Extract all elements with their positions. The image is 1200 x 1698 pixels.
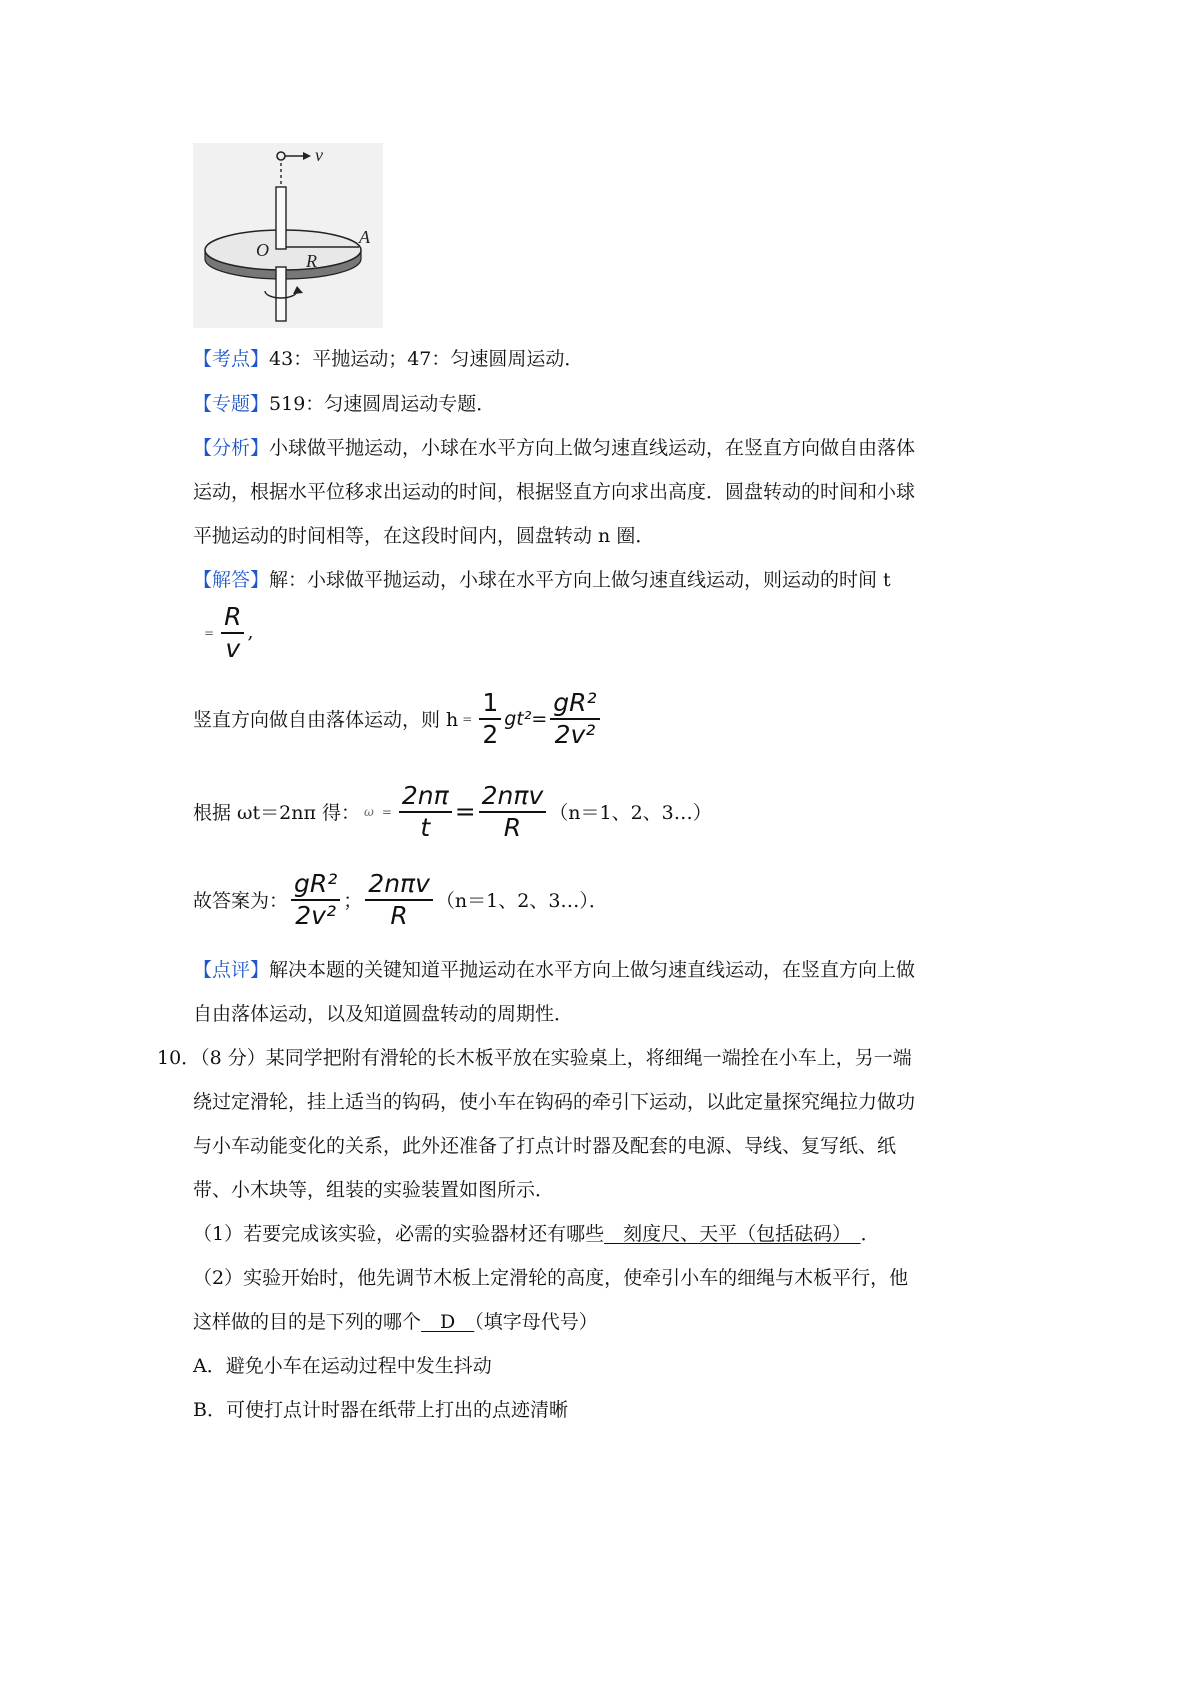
eq-omega-tail: （n＝1、2、3…） (549, 802, 712, 825)
dianping-line-1 (193, 957, 915, 983)
q10-sub2-prefix: 这样做的目的是下列的哪个 (193, 1311, 422, 1333)
eq-time-equals: = (204, 625, 215, 640)
answer-den-2: R (390, 900, 408, 930)
eq-omega-frac-1 (399, 781, 452, 843)
eq-height-equals: = (462, 711, 473, 726)
answer-frac-1 (291, 869, 340, 931)
eq-height-half-num: 1 (482, 688, 499, 717)
eq-time (200, 602, 253, 664)
q10-sub1-answer: 刻度尺、天平（包括砝码） (604, 1223, 861, 1245)
fenxi-line-3: 平抛运动的时间相等，在这段时间内，圆盘转动 n 圈． (193, 525, 655, 547)
q10-option-b: B．可使打点计时器在纸带上打出的点迹清晰 (193, 1399, 568, 1421)
jieda-tag: 【解答】 (193, 569, 270, 591)
dianping-line-2: 自由落体运动，以及知道圆盘转动的周期性． (193, 1003, 574, 1025)
q10-line-2: 绕过定滑轮，挂上适当的钩码，使小车在钩码的牵引下运动，以此定量探究绳拉力做功 (193, 1091, 916, 1113)
eq-omega-prefix: 根据 ωt＝2nπ 得： (193, 802, 361, 825)
fenxi-line-1 (193, 435, 915, 461)
eq-time-den: v (225, 633, 241, 663)
disc-diagram (193, 143, 383, 328)
answer-num-2: 2nπv (368, 869, 430, 898)
kaodian-line (193, 346, 583, 372)
jieda-text-1: 解：小球做平抛运动，小球在水平方向上做匀速直线运动，则运动的时间 t (269, 569, 891, 591)
q10-sub2-line-2 (193, 1309, 598, 1335)
eq-omega-mid: = (454, 797, 476, 827)
fenxi-text-1: 小球做平抛运动，小球在水平方向上做匀速直线运动，在竖直方向做自由落体 (269, 437, 916, 459)
eq-height-frac (550, 688, 599, 750)
answer-prefix: 故答案为： (193, 890, 289, 913)
eq-time-num: R (224, 602, 242, 631)
answer-den-1: 2v² (295, 900, 337, 930)
eq-time-tail: , (247, 620, 254, 643)
q10-line-4: 带、小木块等，组装的实验装置如图所示． (193, 1179, 555, 1201)
fenxi-tag: 【分析】 (193, 437, 270, 459)
q10-sub2-answer: D (421, 1311, 475, 1333)
q10-sub1-suffix: ． (860, 1223, 880, 1245)
label-O: O (256, 240, 269, 260)
q10-line-1: 10．（8 分）某同学把附有滑轮的长木板平放在实验桌上，将细绳一端拴在小车上，另一端 (157, 1047, 912, 1069)
kaodian-tag: 【考点】 (193, 348, 270, 370)
kaodian-text: 43：平抛运动；47：匀速圆周运动． (269, 348, 584, 370)
eq-time-frac (221, 602, 244, 664)
q10-line-3: 与小车动能变化的关系，此外还准备了打点计时器及配套的电源、导线、复写纸、纸 (193, 1135, 897, 1157)
jieda-line-1 (193, 567, 891, 593)
eq-height-prefix: 竖直方向做自由落体运动，则 h (193, 709, 459, 732)
q10-sub1-prefix: （1）若要完成该实验，必需的实验器材还有哪些 (193, 1223, 605, 1245)
eq-omega-den-1: t (420, 812, 431, 842)
label-A: A (359, 227, 370, 247)
q10-sub1 (193, 1221, 880, 1247)
eq-height-num: gR² (553, 688, 597, 717)
eq-height (193, 688, 603, 750)
eq-height-mid: gt²= (504, 707, 548, 730)
zhuanti-tag: 【专题】 (193, 393, 270, 415)
fenxi-line-2: 运动，根据水平位移求出运动的时间，根据竖直方向求出高度．圆盘转动的时间和小球 (193, 481, 916, 503)
eq-height-den: 2v² (554, 719, 596, 749)
eq-height-half-den: 2 (482, 719, 499, 749)
q10-sub2-suffix: （填字母代号） (474, 1311, 598, 1333)
label-R: R (306, 251, 317, 271)
answer-sep: ； (343, 890, 363, 913)
answer-frac-2 (365, 869, 433, 931)
eq-omega-num-1: 2nπ (401, 781, 449, 810)
eq-height-half (479, 688, 501, 750)
dianping-text-1: 解决本题的关键知道平抛运动在水平方向上做匀速直线运动，在竖直方向上做 (269, 959, 916, 981)
dianping-tag: 【点评】 (193, 959, 270, 981)
answer-line (193, 869, 608, 931)
answer-num-1: gR² (294, 869, 338, 898)
zhuanti-line (193, 391, 495, 417)
eq-omega-frac-2 (479, 781, 547, 843)
zhuanti-text: 519：匀速圆周运动专题． (269, 393, 496, 415)
answer-tail: （n＝1、2、3…）． (435, 890, 608, 913)
eq-omega (193, 781, 712, 843)
eq-omega-den-2: R (503, 812, 522, 842)
q10-sub2-line-1: （2）实验开始时，他先调节木板上定滑轮的高度，使牵引小车的细绳与木板平行，他 (193, 1267, 909, 1289)
eq-omega-symbol: ω (364, 804, 374, 819)
q10-option-a: A．避免小车在运动过程中发生抖动 (193, 1355, 492, 1377)
label-v: v (315, 145, 323, 165)
eq-omega-equals: = (381, 804, 392, 819)
eq-omega-num-2: 2nπv (481, 781, 544, 810)
disc-figure (193, 143, 383, 328)
